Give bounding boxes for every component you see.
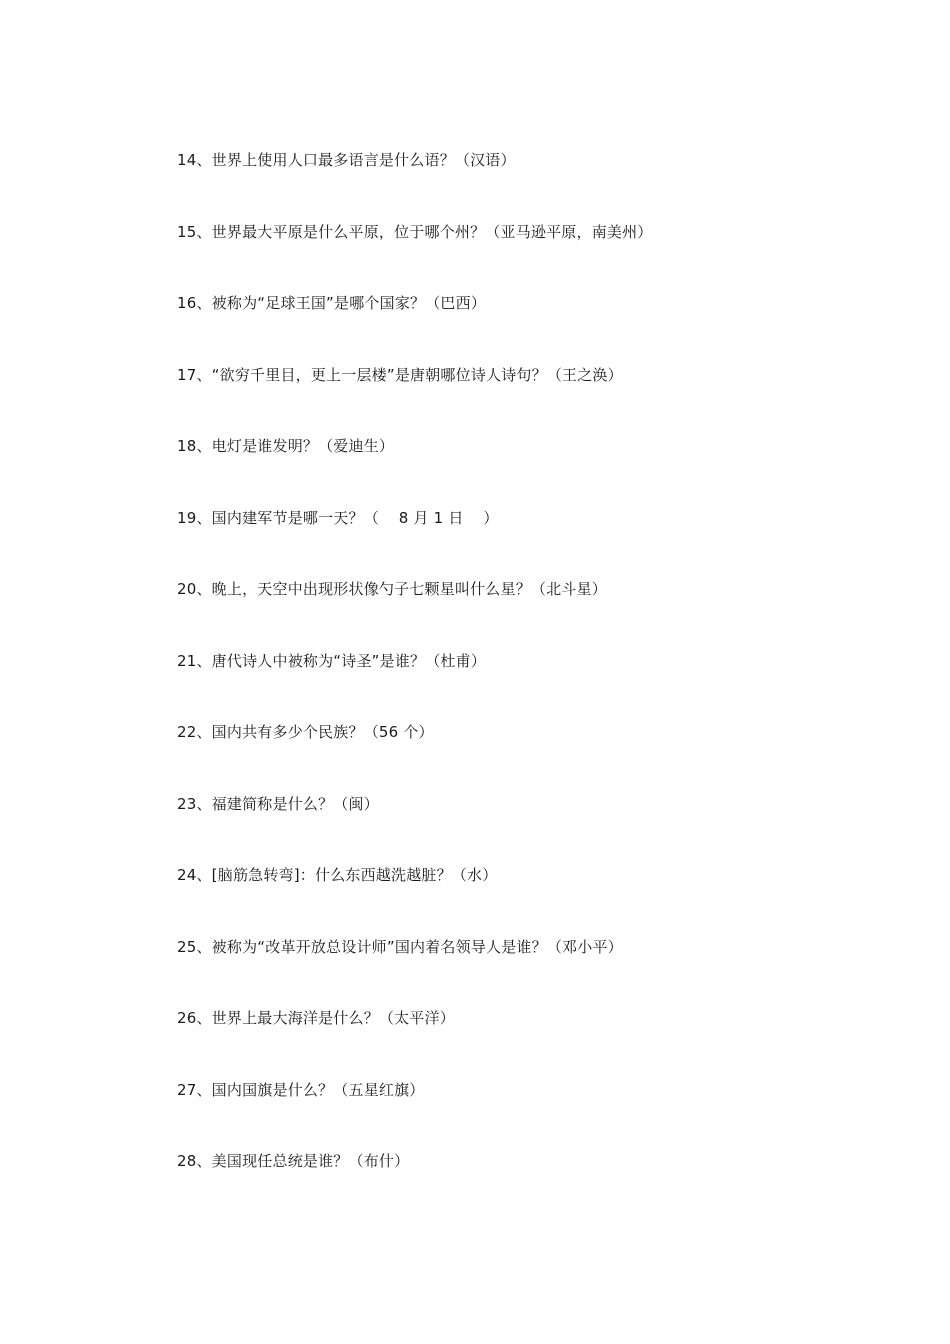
question-item: 16、被称为“足球王国”是哪个国家？（巴西） (177, 294, 487, 312)
question-list (177, 148, 897, 1221)
question-item: 15、世界最大平原是什么平原，位于哪个州？（亚马逊平原，南美州） (177, 222, 653, 241)
question-item: 22、国内共有多少个民族？（56 个） (177, 723, 434, 741)
question-item: 19、国内建军节是哪一天？（ 8 月 1 日 ） (177, 508, 499, 527)
question-item: 26、世界上最大海洋是什么？（太平洋） (177, 1009, 455, 1027)
question-item: 14、世界上使用人口最多语言是什么语？（汉语） (177, 151, 516, 169)
question-item: 21、唐代诗人中被称为“诗圣”是谁？（杜甫） (177, 651, 487, 670)
question-item: 28、美国现任总统是谁？（布什） (177, 1152, 410, 1170)
question-item: 23、福建简称是什么？（闽） (177, 794, 379, 813)
question-item: 24、[脑筋急转弯]：什么东西越洗越脏？（水） (177, 866, 498, 884)
question-item: 20、晚上，天空中出现形状像勺子七颗星叫什么星？（北斗星） (177, 580, 607, 598)
question-item: 17、“欲穷千里目，更上一层楼”是唐朝哪位诗人诗句？（王之涣） (177, 365, 623, 384)
question-item: 27、国内国旗是什么？（五星红旗） (177, 1080, 425, 1099)
question-item: 18、电灯是谁发明？（爱迪生） (177, 437, 395, 455)
question-item: 25、被称为“改革开放总设计师”国内着名领导人是谁？（邓小平） (177, 937, 623, 956)
